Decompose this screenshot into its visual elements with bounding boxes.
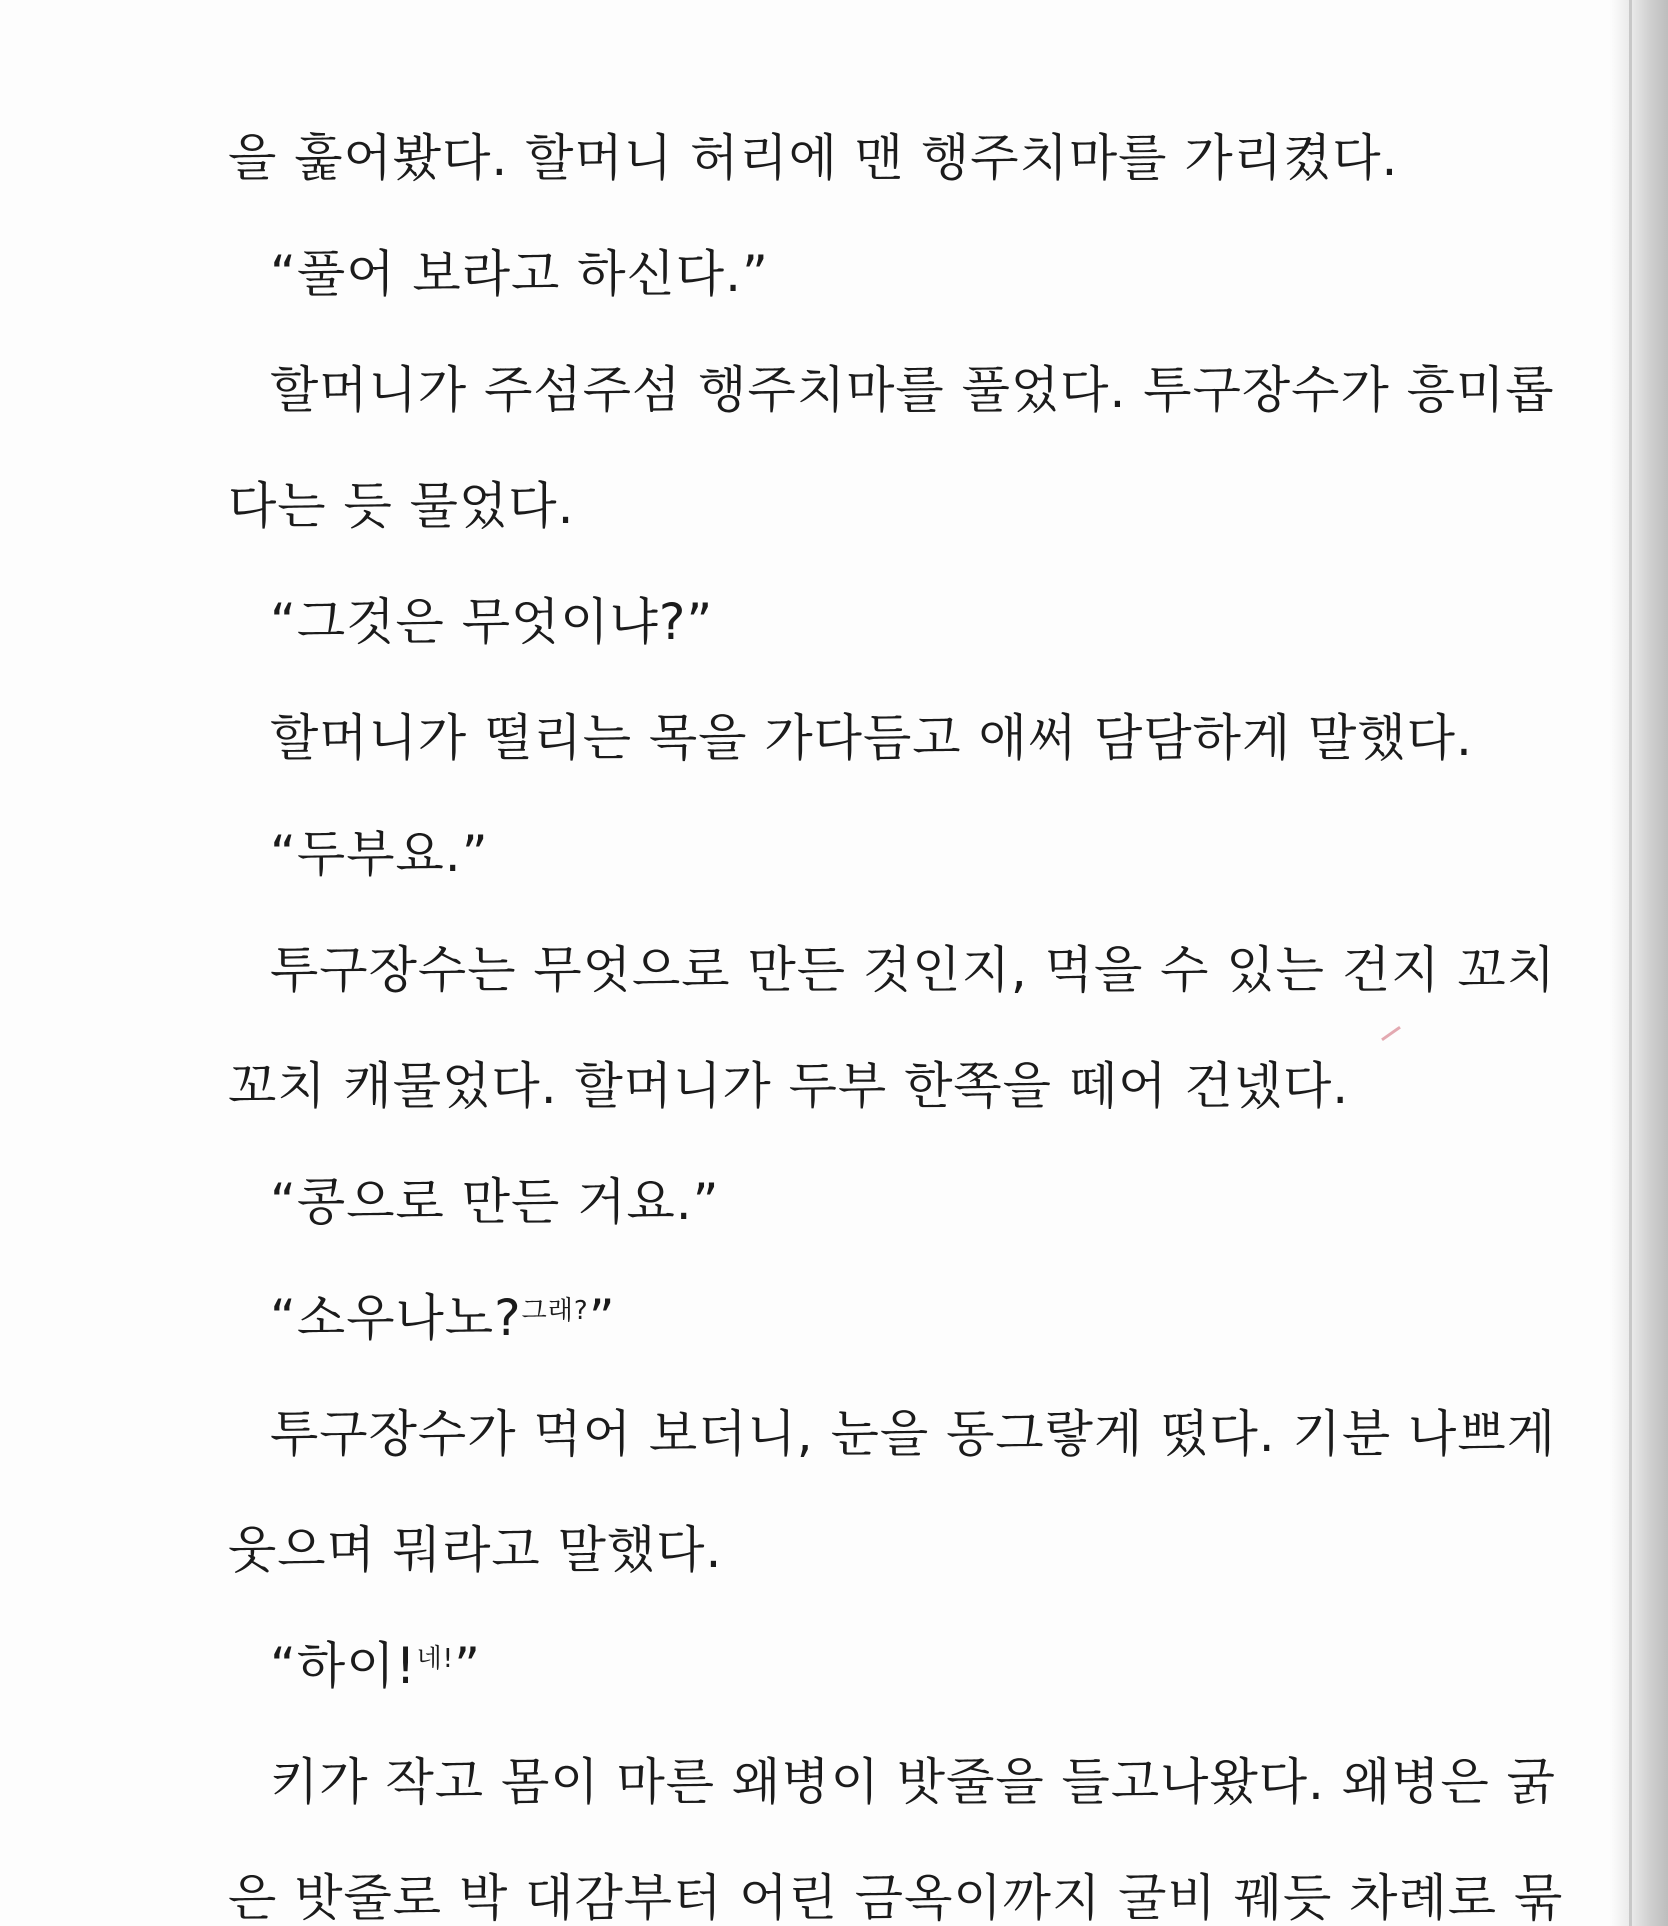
text-line-11 [270,1278,616,1350]
text-line-16: 은 밧줄로 박 대감부터 어린 금옥이까지 굴비 꿰듯 차례로 묶 [228,1869,1564,1926]
text-line-6: 할머니가 떨리는 목을 가다듬고 애써 담담하게 말했다. [270,709,1473,767]
text-line-2: “풀어 보라고 하신다.” [270,245,769,303]
gloss-text: 네! [416,1644,455,1674]
text-line-12: 투구장수가 먹어 보더니, 눈을 동그랗게 떴다. 기분 나쁘게 [270,1405,1556,1463]
text-line-5: “그것은 무엇이냐?” [270,593,714,651]
page-binding-edge [1629,0,1632,1926]
text-line-9: 꼬치 캐물었다. 할머니가 두부 한쪽을 떼어 건넸다. [228,1057,1350,1115]
pen-mark [1381,1026,1401,1041]
text-line-1: 을 훑어봤다. 할머니 허리에 맨 행주치마를 가리켰다. [228,129,1399,187]
text-line-10: “콩으로 만든 거요.” [270,1173,720,1231]
closing-quote: ” [588,1289,616,1347]
closing-quote: ” [454,1637,482,1695]
text-line-7: “두부요.” [270,825,489,883]
gloss-text: 그래? [521,1296,589,1326]
text-line-14 [270,1626,481,1698]
dialogue-text: “소우나노? [270,1289,522,1347]
text-line-8: 투구장수는 무엇으로 만든 것인지, 먹을 수 있는 건지 꼬치 [270,941,1556,999]
text-line-15: 키가 작고 몸이 마른 왜병이 밧줄을 들고나왔다. 왜병은 굵 [270,1753,1556,1811]
text-line-4: 다는 듯 물었다. [228,477,575,535]
text-line-3: 할머니가 주섬주섬 행주치마를 풀었다. 투구장수가 흥미롭 [270,361,1555,419]
dialogue-text: “하이! [270,1637,417,1695]
page-gutter-shadow [1610,0,1668,1926]
text-line-13: 웃으며 뭐라고 말했다. [228,1521,723,1579]
